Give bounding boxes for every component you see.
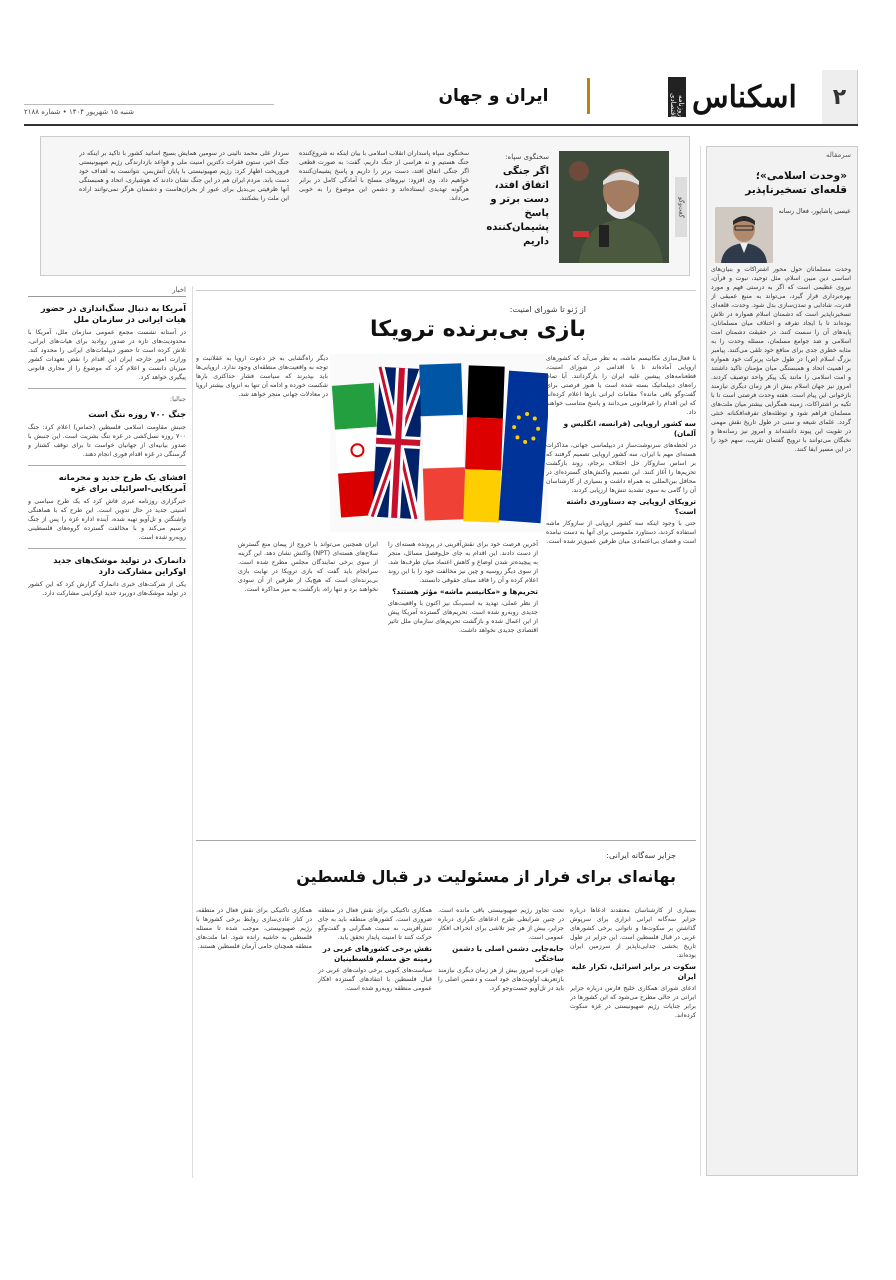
column-rule xyxy=(700,146,701,1176)
author-photo xyxy=(715,207,773,263)
interview-quote: اگر جنگی اتفاق افتد، دست برتر و پاسخ پشیمان‌کننده داریم xyxy=(486,166,549,247)
main-subhead-2: ترویکای اروپایی چه دستاوردی داشته است؟ xyxy=(566,497,696,516)
main-story-column-2 xyxy=(388,540,538,832)
masthead xyxy=(24,70,858,124)
main-subhead-3: تحریم‌ها و «مکانیسم ماشه» مؤثر هستند؟ xyxy=(392,587,538,596)
brief-body: جنبش مقاومت اسلامی فلسطین (حماس) اعلام کرد: جنگ ۷۰۰ روزه نسل‌کشی در غزه ننگ بشریت است. این جنبش با صدور بیانیه‌ای از جهانیان خواست تا برای توقف کشتار و گرسنگی در غزه اقدام فوری انجام دهند. xyxy=(28,424,186,458)
bottom-story-header xyxy=(196,840,696,896)
main-col1-text-b: در لحظه‌های سرنوشت‌ساز در دیپلماسی جهانی، مذاکرات هسته‌ای مهم با ایران، سه کشور اروپایی تصمیم گرفتند که بر اساس سازوکار حل اختلاف برجام، روند بازگشت تحریم‌ها را آغاز کنند. این تصمیم واکنش‌های گسترده‌ای در محافل بین‌المللی به همراه داشت و بسیاری از کارشناسان آن را گامی به سوی تشدید تنش‌ها ارزیابی کردند. xyxy=(546,442,696,494)
brief-title: افشای یک طرح جدید و محرمانه آمریکایی-اسرائیلی برای غزه xyxy=(58,472,186,493)
editorial-kicker: سرمقاله xyxy=(825,151,851,159)
bottom-col1-text: بسیاری از کارشناسان معتقدند ادعاها درباره جزایر سه‌گانه ایرانی ابزاری برای سرپوش گذاشتن بر سکوت‌ها و ناتوانی برخی کشورهای عربی در قبال فلسطین است. این جزایر در طول تاریخ بخشی جدایی‌ناپذیر از سرزمین ایران بوده‌اند. xyxy=(570,907,696,959)
interview-speaker: سخنگوی سپاه: xyxy=(505,153,549,161)
editorial-body: وحدت مسلمانان حول محور اشتراکات و بنیان‌های اساسی دین مبین اسلام، مثل توحید، نبوت و قرآن، نیروی عظیمی است که اگر به درستی فهم و مورد بهره‌برداری قرار گیرد، می‌تواند به منبع عمیقی از قدرت، شادابی و تمدن‌سازی بدل شود. وحدت، قلعه‌ای تسخیرناپذیر است که دشمنان اسلام همواره در تلاش بوده‌اند تا با ایجاد تفرقه و اختلاف میان مسلمانان، پایه‌های آن را سست کنند. در حقیقت دشمنان امت اسلامی و ضد جوامع مسلمان، مسئله وحدت را به مثابه خطری جدی برای منافع خود تلقی می‌کنند. پیامبر بزرگ اسلام (ص) در طول حیات پربرکت خود همواره بر اهمیت اتحاد و همبستگی میان مؤمنان تاکید داشتند و امت اسلامی را مانند یک پیکر واحد توصیف کردند. امروز نیز جهان اسلام بیش از هر زمان دیگری نیازمند بازخوانی این پیام است. هفته وحدت فرصتی است تا با تکیه بر اشتراکات، زمینه همگرایی بیشتر میان ملت‌های مسلمان فراهم شود و توطئه‌های تفرقه‌افکنانه خنثی گردد. علمای شیعه و سنی در طول تاریخ نقش مهمی در تقویت این پیوند داشته‌اند و امروز نیز رسانه‌ها و نخبگان می‌توانند با ترویج گفتمان تقریب، سهم خود را در این مسیر ایفا کنند. xyxy=(711,266,851,453)
interview-label: گفت‌وگو xyxy=(675,177,687,237)
editorial-byline: عیسی پاشاپور، فعال رسانه xyxy=(778,207,851,215)
main-col1-text: با فعال‌سازی مکانیسم ماشه، به نظر می‌آید که کشورهای اروپایی آماده‌اند تا با اقدامی در شورای امنیت، قطعنامه‌های پیشین علیه ایران را بازگردانند. آیا تمام راه‌های دیپلماتیک بسته شده است یا هنوز فرصتی برای گفت‌وگو باقی مانده؟ مقامات ایرانی بارها اعلام کرده‌اند که این اقدام را غیرقانونی می‌دانند و پاسخ متناسب خواهند داد. xyxy=(546,355,696,416)
bottom-subhead-2: جابه‌جایی دشمن اصلی با دشمن ساختگی xyxy=(452,944,564,963)
main-story-column-3: دیگر راه‌گشایی به جز دعوت اروپا به عقلانیت و توجه به واقعیت‌های منطقه‌ای وجود ندارد. اروپایی‌ها باید بپذیرند که سیاست فشار حداکثری بارها شکست خورده و ادامه آن تنها به انزوای بیشتر اروپا در معادلات جهانی منجر خواهد شد. xyxy=(196,355,328,398)
divider xyxy=(28,548,186,549)
interview-box xyxy=(40,136,690,276)
header-rule xyxy=(24,124,858,126)
interview-text-2: سردار علی محمد نائینی در سومین همایش بسیج اساتید کشور با تاکید بر اینکه در جنگ اخیر، ستون فقرات دکترین امنیت ملی و قواعد بازدارندگی رژیم صهیونیستی فروریخت اظهار کرد: رژیم صهیونیستی با پایان آتش‌بس، نتوانست به اهداف خود دست یابد. مردم ایران هم در این جنگ نشان دادند که هوشیاری، اتحاد و همبستگی آنها ظرفیتی بی‌بدیل برای عبور از بحران‌هاست و دشمنان هرگز نمی‌توانند اراده این ملت را بشکنند. xyxy=(79,150,289,202)
divider xyxy=(28,465,186,466)
logo-wordmark: اسکناس xyxy=(692,79,797,115)
bottom-story-title: بهانه‌ای برای فرار از مسئولیت در قبال فلسطین xyxy=(296,867,676,886)
interview-headline xyxy=(477,153,549,249)
bottom-story-column-1 xyxy=(570,906,696,1178)
editorial-column xyxy=(706,146,858,1176)
bottom-col2-text-b: جهان عرب امروز بیش از هر زمان دیگری نیازمند بازتعریف اولویت‌های خود است و دشمن اصلی را باید در تل‌آویو جست‌وجو کرد. xyxy=(438,967,564,992)
spokesman-photo xyxy=(559,151,669,263)
brief-item xyxy=(28,555,186,598)
main-subhead-1: سه کشور اروپایی (فرانسه، انگلیس و آلمان) xyxy=(563,419,696,438)
brief-title: دانمارک در تولید موشک‌های جدید اوکراین مشارکت دارد xyxy=(53,555,186,576)
brief-body: در آستانه نشست مجمع عمومی سازمان ملل، آمریکا با محدودیت‌های تازه در صدور روادید برای هیات‌های ایرانی، تلاش کرده است تا حضور دیپلمات‌های ایرانی را محدود کند. وزارت امور خارجه ایران این اقدام را نقض تعهدات کشور میزبان دانست و اعلام کرد که موضوع را از مجاری قانونی پیگیری خواهد کرد. xyxy=(28,329,186,381)
main-col2-text: آخرین فرصت خود برای نقش‌آفرینی در پرونده هسته‌ای را از دست دادند. این اقدام به جای حل‌وفصل مسائل، منجر به پیچیده‌تر شدن اوضاع و کاهش اعتماد میان طرف‌ها شد. از سوی دیگر روسیه و چین نیز مخالفت خود را با این روند اعلام کرده و آن را فاقد مبنای حقوقی دانستند. xyxy=(388,541,538,584)
bottom-subhead-1: سکوت در برابر اسرائیل، تکرار علیه ایران xyxy=(571,962,696,981)
brief-body: یکی از شرکت‌های خبری دانمارک گزارش کرد که این کشور در تولید موشک‌های دوربرد جدید اوکراینی مشارکت دارد. xyxy=(28,581,186,597)
bottom-story-kicker: جزایر سه‌گانه ایرانی: xyxy=(606,851,676,860)
brief-item xyxy=(28,472,186,542)
brief-item xyxy=(28,395,186,459)
divider xyxy=(28,388,186,389)
main-story-title: بازی بی‌برنده ترویکا xyxy=(369,317,586,342)
page-number: ۲ xyxy=(822,70,858,124)
brief-title: آمریکا به دنبال سنگ‌اندازی در حضور هیات ایرانی در سازمان ملل xyxy=(40,303,186,324)
brief-kicker: جبالیا: xyxy=(169,395,186,403)
bottom-col3-text-b: سیاست‌های کنونی برخی دولت‌های عربی در قبال فلسطین با انتقادهای گسترده افکار عمومی منطقه روبه‌رو شده است. xyxy=(318,967,432,992)
bottom-subhead-3: نقش برخی کشورهای عربی در زمینه حق مسلم فلسطینیان xyxy=(322,944,432,963)
brief-item xyxy=(28,303,186,382)
news-briefs-column xyxy=(28,286,186,1186)
bottom-story-column-3 xyxy=(318,906,432,1178)
briefs-kicker: اخبار xyxy=(28,286,186,297)
bottom-col3-text: همکاری تاکتیکی برای نقش فعال در منطقه ضروری است. کشورهای منطقه باید به جای تنش‌آفرینی، به سمت همگرایی و گفت‌وگو حرکت کنند تا امنیت پایدار تحقق یابد. xyxy=(318,907,432,941)
date-line: شنبه ۱۵ شهریور ۱۴۰۴ • شماره ۲۱۸۸ xyxy=(24,104,274,120)
main-story-kicker: از ژنو تا شورای امنیت: xyxy=(509,305,586,314)
main-story-header xyxy=(196,290,696,350)
section-title: ایران و جهان xyxy=(400,78,590,114)
editorial-title: «وحدت اسلامی»؛ قلعه‌ای تسخیرناپذیر xyxy=(745,170,847,196)
main-col1-text-c: حتی با وجود اینکه سه کشور اروپایی از سازوکار ماشه استفاده کردند، دستاورد ملموسی برای آنها به دست نیامده است و فضای بی‌اعتمادی میان طرفین عمیق‌تر شده است. xyxy=(546,520,696,545)
logo xyxy=(668,74,818,120)
brief-body: خبرگزاری روزنامه عبری فاش کرد که یک طرح سیاسی و امنیتی جدید در حال تدوین است. این طرح که با هماهنگی واشنگتن و تل‌آویو تهیه شده، آینده اداره غزه را پس از جنگ ترسیم می‌کند و با مخالفت گسترده گروه‌های فلسطینی روبه‌رو شده است. xyxy=(28,498,186,541)
bottom-story-column-4: همکاری تاکتیکی برای نقش فعال در منطقه، در کنار عادی‌سازی روابط برخی کشورها با رژیم صهیونیستی، موجب شده تا مسئله فلسطین به حاشیه رانده شود. اما ملت‌های منطقه همچنان حامی آرمان فلسطین هستند. xyxy=(196,907,312,950)
bottom-col1-text-b: ادعای شورای همکاری خلیج فارس درباره جزایر ایرانی در حالی مطرح می‌شود که این کشورها در برابر جنایات رژیم صهیونیستی در غزه سکوت کرده‌اند. xyxy=(570,985,696,1019)
interview-text-1: سخنگوی سپاه پاسداران انقلاب اسلامی با بیان اینکه نه شروع‌کننده جنگ هستیم و نه هراسی از جنگ داریم، گفت: به صورت قطعی اگر جنگی اتفاق افتد، دست برتر را داریم و پاسخ پشیمان‌کننده خواهیم داد. وی افزود: نیروهای مسلح با آمادگی کامل در برابر هرگونه تهدیدی ایستاده‌اند و دشمن این موضوع را به خوبی می‌داند. xyxy=(299,150,469,202)
flags-photo xyxy=(330,354,548,532)
bottom-story-column-2 xyxy=(438,906,564,1178)
logo-tag: روزنامه اقتصادی xyxy=(668,77,686,117)
main-story-column-4: ایران همچنین می‌تواند با خروج از پیمان منع گسترش سلاح‌های هسته‌ای (NPT) واکنش نشان دهد. این گزینه از سوی برخی نمایندگان مجلس مطرح شده است. سرانجام باید گفت که بازی ترویکا در نهایت بازی بی‌برنده‌ای است که هیچ‌یک از طرفین از آن سودی نخواهند برد و تنها راه، بازگشت به میز مذاکره است. xyxy=(238,541,378,593)
main-col2-text-b: از نظر عملی، تهدید به اسنپ‌بک نیز اکنون با واقعیت‌های جدیدی روبه‌رو شده است. تحریم‌های گسترده آمریکا پیش از این اعمال شده و بازگشت تحریم‌های سازمان ملل تاثیر اقتصادی جدیدی نخواهد داشت. xyxy=(388,600,538,634)
main-story-column-1 xyxy=(546,354,696,806)
column-rule xyxy=(192,286,193,1178)
brief-title: جنگ ۷۰۰ روزه ننگ است xyxy=(88,409,186,419)
bottom-col2-text: تحت تجاوز رژیم صهیونیستی باقی مانده است. در چنین شرایطی طرح ادعاهای تکراری درباره جزایر، بیش از هر چیز تلاشی برای انحراف افکار عمومی است. xyxy=(438,907,564,941)
